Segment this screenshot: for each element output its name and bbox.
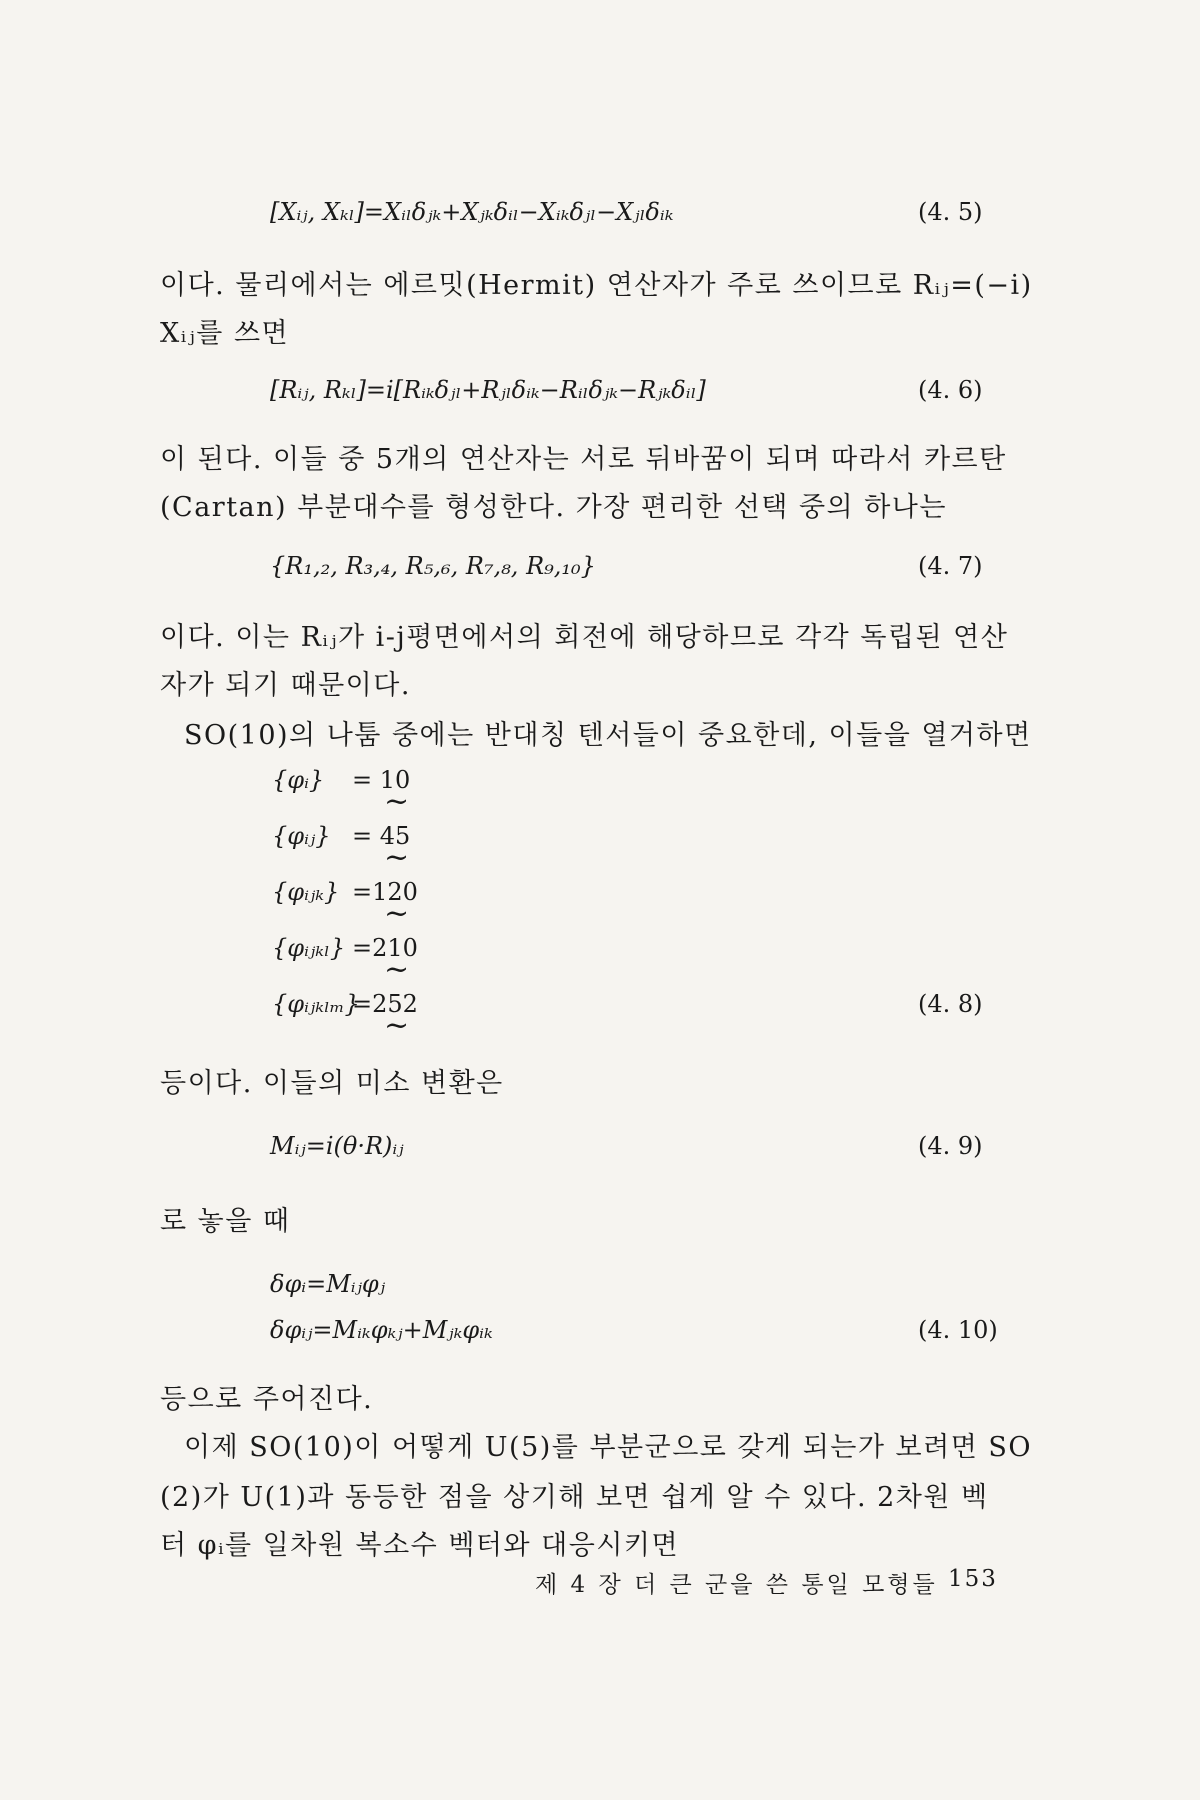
tensor-lhs: {φᵢ} — [272, 766, 325, 794]
paragraph-3-line-1: 이다. 이는 Rᵢⱼ가 i-j평면에서의 회전에 해당하므로 각각 독립된 연산 — [160, 622, 1009, 653]
paragraph-1-line-2: Xᵢⱼ를 쓰면 — [160, 318, 290, 349]
equation-number-4-6: (4. 6) — [918, 376, 983, 404]
tensor-lhs: {φᵢⱼₖ} — [272, 878, 340, 906]
paragraph-2-line-1: 이 된다. 이들 중 5개의 연산자는 서로 뒤바꿈이 되며 따라서 카르탄 — [160, 444, 1007, 475]
equation-number-4-7: (4. 7) — [918, 552, 983, 580]
equation-number-4-8: (4. 8) — [918, 990, 983, 1018]
tilde-mark: ~ — [384, 784, 410, 819]
equation-4-5: [Xᵢⱼ, Xₖₗ]=Xᵢₗδⱼₖ+Xⱼₖδᵢₗ−Xᵢₖδⱼₗ−Xⱼₗδᵢₖ — [270, 198, 674, 226]
page-number: 153 — [948, 1566, 998, 1592]
equation-number-4-5: (4. 5) — [918, 198, 983, 226]
paragraph-3-line-2: 자가 되기 때문이다. — [160, 670, 411, 701]
equation-4-9: Mᵢⱼ=i(θ·R)ᵢⱼ — [270, 1132, 404, 1160]
tensor-dimension: = 45 — [352, 822, 411, 850]
paragraph-1-line-1: 이다. 물리에서는 에르밋(Hermit) 연산자가 주로 쓰이므로 Rᵢⱼ=(−i) — [160, 270, 1033, 301]
tensor-lhs: {φᵢⱼₖₗₘ} — [272, 990, 360, 1018]
paragraph-6-line-2: 이제 SO(10)이 어떻게 U(5)를 부분군으로 갖게 되는가 보려면 SO — [184, 1432, 1032, 1463]
paragraph-6-line-4: 터 φᵢ를 일차원 복소수 벡터와 대응시키면 — [160, 1530, 680, 1561]
tilde-mark: ~ — [384, 1008, 410, 1043]
tensor-lhs: {φᵢⱼ} — [272, 822, 331, 850]
tensor-dimension: =210 — [352, 934, 418, 962]
equation-4-7: {R₁,₂, R₃,₄, R₅,₆, R₇,₈, R₉,₁₀} — [270, 552, 596, 580]
tilde-mark: ~ — [384, 840, 410, 875]
tensor-dimension: =252 — [352, 990, 418, 1018]
equation-number-4-10: (4. 10) — [918, 1316, 998, 1344]
paragraph-2-line-2: (Cartan) 부분대수를 형성한다. 가장 편리한 선택 중의 하나는 — [160, 492, 947, 523]
equation-4-10-line-2: δφᵢⱼ=Mᵢₖφₖⱼ+Mⱼₖφᵢₖ — [270, 1316, 493, 1344]
tilde-mark: ~ — [384, 896, 410, 931]
equation-4-10-line-1: δφᵢ=Mᵢⱼφⱼ — [270, 1270, 386, 1298]
paragraph-3-line-3: SO(10)의 나툼 중에는 반대칭 텐서들이 중요한데, 이들을 열거하면 — [184, 720, 1032, 751]
equation-number-4-9: (4. 9) — [918, 1132, 983, 1160]
paragraph-6-line-1: 등으로 주어진다. — [160, 1384, 374, 1415]
paragraph-6-line-3: (2)가 U(1)과 동등한 점을 상기해 보면 쉽게 알 수 있다. 2차원 벡 — [160, 1482, 989, 1513]
tensor-dimension: =120 — [352, 878, 418, 906]
equation-4-6: [Rᵢⱼ, Rₖₗ]=i[Rᵢₖδⱼₗ+Rⱼₗδᵢₖ−Rᵢₗδⱼₖ−Rⱼₖδᵢₗ] — [270, 376, 706, 404]
tensor-dimension: = 10 — [352, 766, 411, 794]
tensor-lhs: {φᵢⱼₖₗ} — [272, 934, 346, 962]
paragraph-4-line-1: 등이다. 이들의 미소 변환은 — [160, 1068, 504, 1099]
tilde-mark: ~ — [384, 952, 410, 987]
paragraph-5-line-1: 로 놓을 때 — [160, 1206, 291, 1237]
running-footer-chapter: 제 4 장 더 큰 군을 쓴 통일 모형들 — [535, 1572, 938, 1598]
